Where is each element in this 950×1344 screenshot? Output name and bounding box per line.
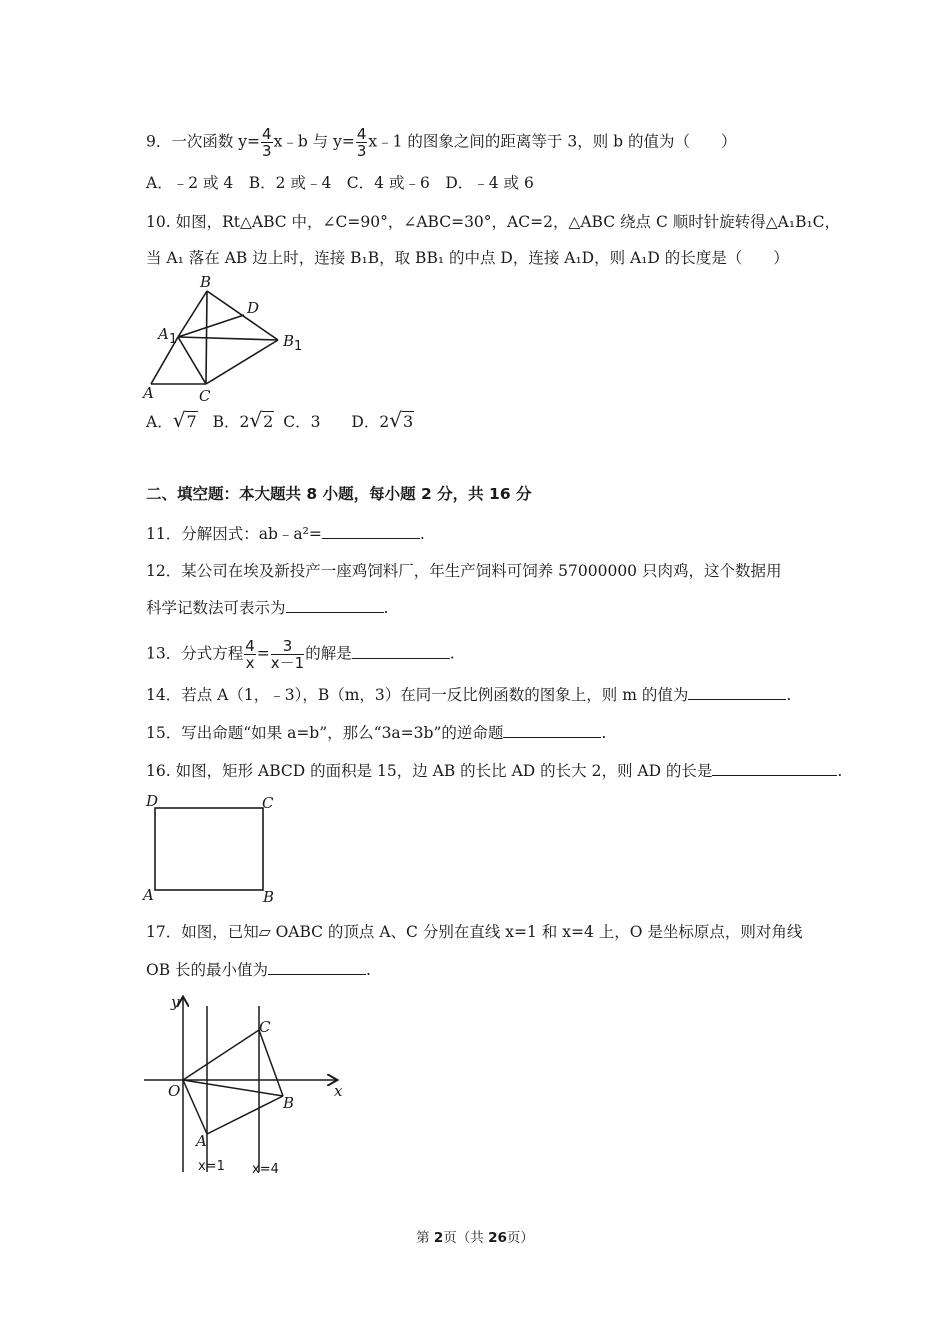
answer-blank (286, 596, 384, 613)
label-x-eq-4: x=4 (252, 1162, 279, 1177)
q12-line1: 12．某公司在埃及新投产一座鸡饲料厂，年生产饲料可饲养 57000000 只肉鸡，这个数据用 (146, 562, 782, 580)
q16: 16. 如图，矩形 ABCD 的面积是 15，边 AB 的长比 AD 的长大 2，则 AD 的长是 . (146, 759, 842, 782)
sqrt-icon: √ (249, 408, 263, 432)
q13: 13．分式方程 $\frac{4}{x}$ = $\frac{3}{x-1}$ 的解是 . (146, 637, 455, 672)
label-y: y (171, 993, 180, 1011)
q10-stem-line1: 10. 如图，Rt△ABC 中，∠C=90°，∠ABC=30°，AC=2，△ABC 绕点 C 顺时针旋转得△A₁B₁C， (146, 213, 841, 231)
label-c: C (259, 1018, 271, 1036)
answer-blank (322, 522, 420, 539)
q15: 15．写出命题“如果 a=b”，那么“3a=3b”的逆命题 . (146, 721, 606, 744)
q9-options: A．﹣2 或 4 B．2 或﹣4 C．4 或﹣6 D．﹣4 或 6 (146, 174, 534, 192)
label-c: C (199, 387, 211, 404)
label-b: B (283, 1094, 295, 1112)
label-b1: B (283, 332, 295, 350)
answer-blank (712, 759, 837, 776)
q11: 11．分解因式：ab﹣a²= . (146, 522, 425, 545)
label-a1: A (158, 325, 169, 343)
q12-line2: 科学记数法可表示为 . (146, 596, 388, 619)
fraction-4-3: $\frac{4}{3}$ (262, 125, 272, 160)
section-heading: 二、填空题：本大题共 8 小题，每小题 2 分，共 16 分 (146, 485, 532, 503)
label-a: A (143, 384, 154, 402)
label-b: B (263, 888, 275, 906)
q10-options: A．√7 B．2√2 C．3 D．2√3 (146, 408, 414, 432)
q10-stem-line2: 当 A₁ 落在 AB 边上时，连接 B₁B，取 BB₁ 的中点 D，连接 A₁D，则 A₁D 的长度是（ ） (146, 249, 789, 267)
label-a: A (196, 1132, 207, 1150)
q14: 14．若点 A（1，﹣3），B（m，3）在同一反比例函数的图象上，则 m 的值为 . (146, 683, 791, 706)
label-b1-sub: 1 (294, 339, 303, 354)
fraction-4-3: $\frac{4}{3}$ (356, 125, 367, 160)
label-x: x (334, 1082, 343, 1100)
label-a: A (143, 886, 154, 904)
q9-stem: 9．一次函数 y= $\frac{4}{3}$ x﹣b 与 y= $\frac{4}{3}$ x﹣1 的图象之间的距离等于 3，则 b 的值为（ ） (146, 125, 737, 160)
answer-blank (268, 958, 366, 975)
label-a1-sub: 1 (169, 332, 178, 347)
label-b: B (200, 273, 212, 291)
answer-blank (352, 642, 450, 659)
q17-coordinate-figure (140, 992, 350, 1177)
fraction-3-x-minus-1: $\frac{3}{x-1}$ (270, 637, 305, 672)
q17-line1: 17．如图，已知▱ OABC 的顶点 A、C 分别在直线 x=1 和 x=4 上，O 是坐标原点，则对角线 (146, 923, 803, 941)
label-c: C (262, 794, 274, 812)
answer-blank (503, 721, 601, 738)
q17-line2: OB 长的最小值为 . (146, 958, 371, 981)
answer-blank (688, 683, 786, 700)
sqrt-icon: √ (389, 408, 402, 432)
sqrt-icon: √ (172, 408, 186, 432)
fraction-4-x: $\frac{4}{x}$ (245, 637, 255, 672)
label-d: D (146, 792, 159, 810)
label-o: O (168, 1082, 181, 1100)
label-x-eq-1: x=1 (198, 1159, 225, 1174)
page-footer: 第 2页（共 26页） (416, 1230, 534, 1246)
q10-figure (140, 272, 310, 404)
q16-rectangle-figure (140, 792, 290, 907)
label-d: D (247, 299, 260, 317)
